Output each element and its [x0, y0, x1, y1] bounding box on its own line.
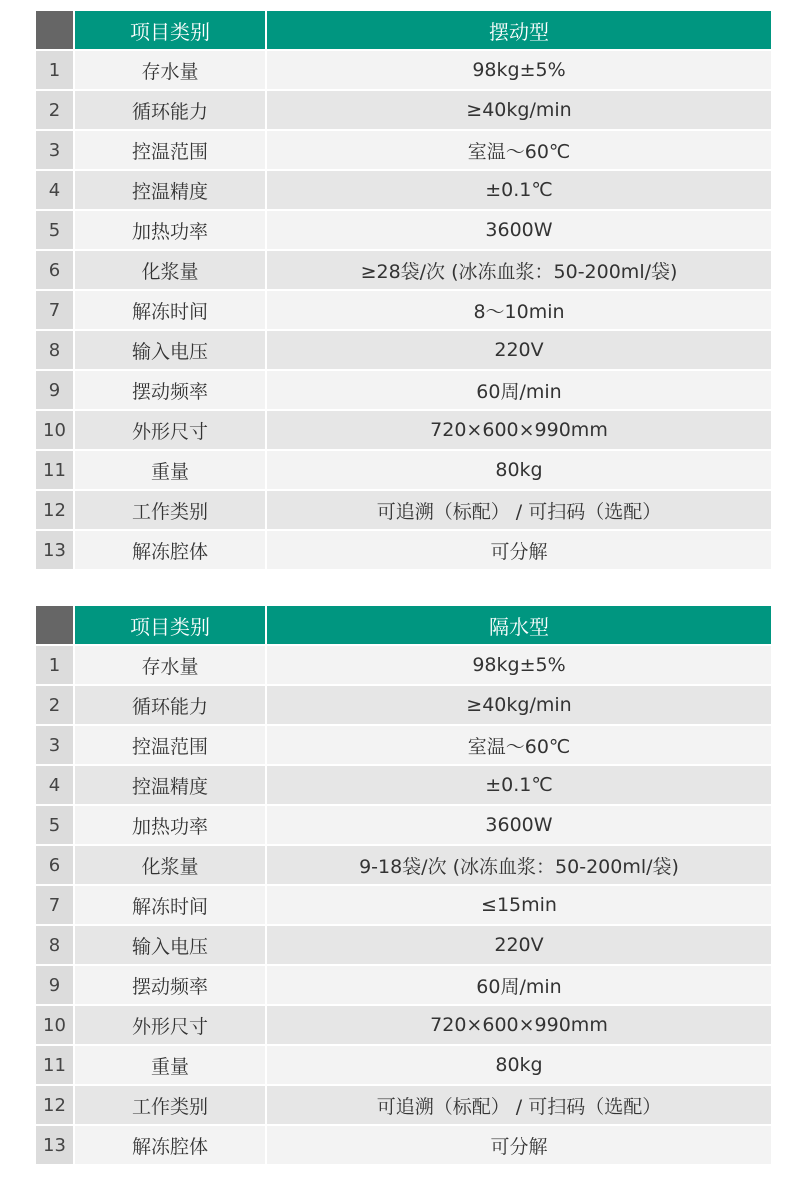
row-label: 化浆量 — [75, 251, 265, 289]
header-type-cell: 隔水型 — [267, 606, 771, 644]
row-number: 1 — [36, 646, 73, 684]
row-number: 13 — [36, 1126, 73, 1164]
row-value: ≤15min — [267, 886, 771, 924]
row-label: 重量 — [75, 451, 265, 489]
row-value: 220V — [267, 331, 771, 369]
row-value: ±0.1℃ — [267, 766, 771, 804]
row-label: 重量 — [75, 1046, 265, 1084]
row-number: 10 — [36, 411, 73, 449]
row-value: 80kg — [267, 1046, 771, 1084]
row-value: 220V — [267, 926, 771, 964]
row-number: 13 — [36, 531, 73, 569]
row-label: 加热功率 — [75, 806, 265, 844]
row-number: 5 — [36, 211, 73, 249]
header-number-cell — [36, 606, 73, 644]
row-number: 6 — [36, 251, 73, 289]
row-label: 解冻腔体 — [75, 1126, 265, 1164]
row-number: 3 — [36, 131, 73, 169]
row-label: 加热功率 — [75, 211, 265, 249]
row-label: 外形尺寸 — [75, 1006, 265, 1044]
spec-table-swing-type — [36, 11, 767, 569]
row-label: 控温精度 — [75, 171, 265, 209]
row-label: 解冻时间 — [75, 886, 265, 924]
row-number: 4 — [36, 766, 73, 804]
row-value: 可分解 — [267, 1126, 771, 1164]
header-type-cell: 摆动型 — [267, 11, 771, 49]
row-number: 9 — [36, 966, 73, 1004]
row-number: 5 — [36, 806, 73, 844]
row-value: 9-18袋/次 (冰冻血浆：50-200ml/袋) — [267, 846, 771, 884]
row-number: 11 — [36, 1046, 73, 1084]
row-value: 室温～60℃ — [267, 726, 771, 764]
row-label: 控温范围 — [75, 726, 265, 764]
header-number-cell — [36, 11, 73, 49]
row-number: 2 — [36, 91, 73, 129]
row-label: 控温范围 — [75, 131, 265, 169]
row-value: 60周/min — [267, 966, 771, 1004]
row-label: 输入电压 — [75, 331, 265, 369]
row-number: 11 — [36, 451, 73, 489]
row-label: 解冻腔体 — [75, 531, 265, 569]
row-value: 720×600×990mm — [267, 411, 771, 449]
header-category-cell: 项目类别 — [75, 606, 265, 644]
row-number: 8 — [36, 331, 73, 369]
row-label: 摆动频率 — [75, 966, 265, 1004]
row-value: ≥40kg/min — [267, 91, 771, 129]
row-value: 8～10min — [267, 291, 771, 329]
header-category-cell: 项目类别 — [75, 11, 265, 49]
row-value: 可分解 — [267, 531, 771, 569]
row-label: 循环能力 — [75, 91, 265, 129]
row-value: 720×600×990mm — [267, 1006, 771, 1044]
row-number: 12 — [36, 1086, 73, 1124]
row-label: 循环能力 — [75, 686, 265, 724]
row-value: ≥40kg/min — [267, 686, 771, 724]
row-label: 工作类别 — [75, 491, 265, 529]
row-number: 8 — [36, 926, 73, 964]
row-number: 4 — [36, 171, 73, 209]
row-number: 9 — [36, 371, 73, 409]
row-value: ≥28袋/次 (冰冻血浆：50-200ml/袋) — [267, 251, 771, 289]
row-label: 摆动频率 — [75, 371, 265, 409]
row-label: 工作类别 — [75, 1086, 265, 1124]
row-value: 60周/min — [267, 371, 771, 409]
row-label: 控温精度 — [75, 766, 265, 804]
row-number: 7 — [36, 886, 73, 924]
row-value: 98kg±5% — [267, 646, 771, 684]
row-number: 1 — [36, 51, 73, 89]
spec-table-water-isolated-type — [36, 606, 767, 1164]
row-value: 室温～60℃ — [267, 131, 771, 169]
row-number: 12 — [36, 491, 73, 529]
row-value: 98kg±5% — [267, 51, 771, 89]
row-value: ±0.1℃ — [267, 171, 771, 209]
row-label: 存水量 — [75, 646, 265, 684]
row-value: 可追溯（标配） / 可扫码（选配） — [267, 491, 771, 529]
row-label: 解冻时间 — [75, 291, 265, 329]
row-number: 7 — [36, 291, 73, 329]
row-number: 6 — [36, 846, 73, 884]
row-number: 3 — [36, 726, 73, 764]
row-value: 3600W — [267, 806, 771, 844]
row-label: 存水量 — [75, 51, 265, 89]
row-label: 外形尺寸 — [75, 411, 265, 449]
row-value: 3600W — [267, 211, 771, 249]
row-value: 可追溯（标配） / 可扫码（选配） — [267, 1086, 771, 1124]
row-value: 80kg — [267, 451, 771, 489]
row-number: 2 — [36, 686, 73, 724]
row-label: 输入电压 — [75, 926, 265, 964]
row-number: 10 — [36, 1006, 73, 1044]
row-label: 化浆量 — [75, 846, 265, 884]
